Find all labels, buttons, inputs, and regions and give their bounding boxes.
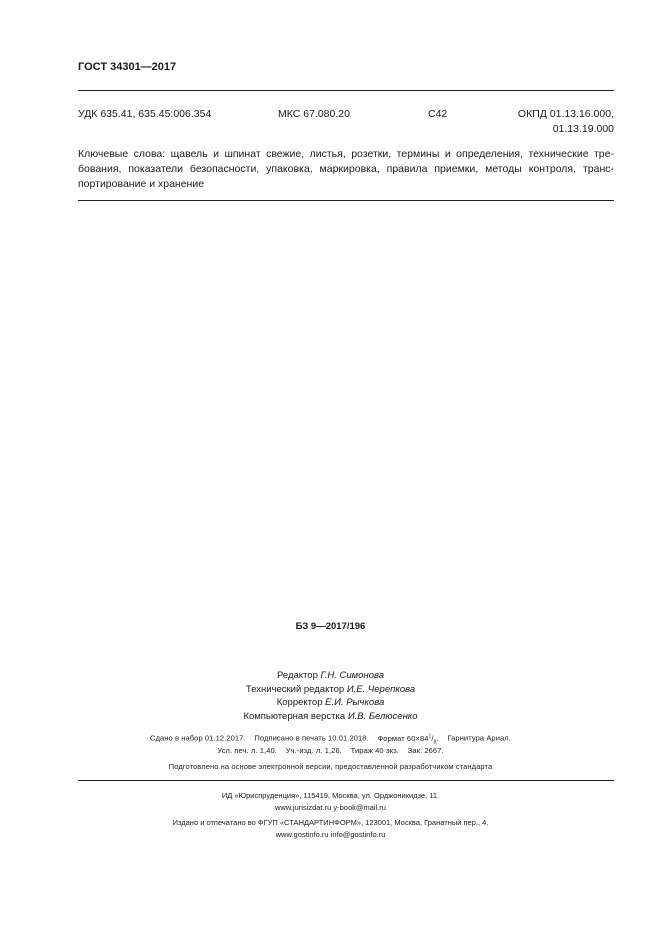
imprint-line2: Усл. печ. л. 1,40. Уч.-изд. л. 1,26. Тираж 40 экз. Зак. 2667.	[217, 746, 444, 755]
publisher-line3: Издано и отпечатано во ФГУП «СТАНДАРТИНФОРМ», 123001, Москва, Гранатный пер., 4.	[172, 818, 489, 827]
credit-editor: Редактор Г.Н. Симонова	[276, 670, 385, 681]
credit-layout: Компьютерная верстка И.В. Белюсенко	[243, 710, 418, 722]
keywords-paragraph: Ключевые слова: щавель и шпинат свежие, листья, розетки, термины и определения, технические тре-бования, показатели безопасности, упаковка, маркировка, правила приемки, методы контроля, транс-портирование и хранение	[78, 148, 614, 190]
udk-code: УДК 635.41, 635.45:006.354	[78, 108, 212, 120]
credit-corrector: Корректор Е.И. Рычкова	[276, 697, 385, 708]
keywords-divider	[78, 200, 614, 201]
okpd-code-line2: 01.13.19.000	[552, 123, 614, 135]
prepared-note: Подготовлено на основе электронной версии, предоставленной разработчиком стандарта	[168, 762, 493, 771]
c-code: С42	[428, 108, 448, 120]
top-divider	[78, 90, 614, 91]
mks-code: МКС 67.080.20	[278, 108, 350, 120]
publisher-line1: ИД «Юриспруденция», 115419, Москва, ул. Орджоникидзе, 11.	[221, 791, 440, 800]
credit-tech-editor: Технический редактор И.Е. Черепкова	[245, 683, 416, 695]
bz-number: БЗ 9—2017/196	[295, 621, 366, 632]
credits-block	[0, 669, 661, 723]
format-value: Формат $60\times 84^1/_8$.	[377, 733, 439, 745]
imprint-line1: Сдано в набор 01.12.2017. Подписано в печать 10.01.2018. Формат $60\times 84^1/_8$. Гарнитура Ариал.	[150, 733, 511, 745]
publisher-line4: www.gostinfo.ru info@gostinfo.ru	[275, 830, 386, 839]
standard-code: ГОСТ 34301—2017	[78, 61, 177, 73]
publisher-line2: www.jurisizdat.ru y-book@mail.ru	[275, 803, 386, 812]
okpd-code-line1: ОКПД 01.13.16.000,	[517, 108, 614, 120]
publisher-divider	[78, 780, 614, 781]
